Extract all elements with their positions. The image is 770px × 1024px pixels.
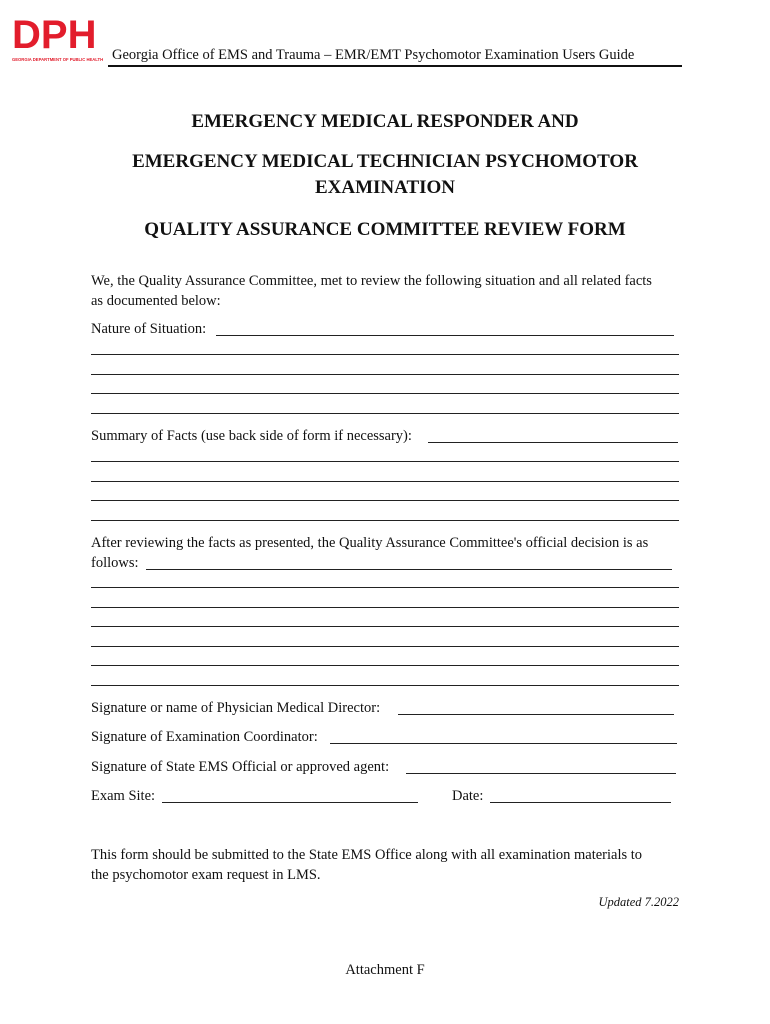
nature-line-2[interactable] xyxy=(91,354,679,355)
decision-line-1: After reviewing the facts as presented, the Quality Assurance Committee's official decision is as xyxy=(91,535,649,551)
decision-line-2[interactable] xyxy=(91,587,679,588)
title-line-3: EXAMINATION xyxy=(314,177,456,198)
nature-line-5[interactable] xyxy=(91,413,679,414)
physician-label: Signature or name of Physician Medical Director: xyxy=(91,700,381,716)
summary-label: Summary of Facts (use back side of form if necessary): xyxy=(91,428,412,444)
summary-line-4[interactable] xyxy=(91,500,679,501)
dph-logo xyxy=(12,13,108,66)
decision-line-5[interactable] xyxy=(91,646,679,647)
exam-site-label: Exam Site: xyxy=(91,788,156,804)
summary-line-2[interactable] xyxy=(91,461,679,462)
exam-site-line[interactable] xyxy=(162,802,418,803)
physician-signature-line[interactable] xyxy=(398,714,674,715)
summary-line-5[interactable] xyxy=(91,520,679,521)
intro-line-1: We, the Quality Assurance Committee, met to review the following situation and all related facts xyxy=(91,273,652,289)
state-official-signature-line[interactable] xyxy=(406,773,676,774)
decision-line-4[interactable] xyxy=(91,626,679,627)
coordinator-label: Signature of Examination Coordinator: xyxy=(91,729,318,745)
nature-line-4[interactable] xyxy=(91,393,679,394)
decision-field-line[interactable] xyxy=(146,569,672,570)
attachment-footer: Attachment F xyxy=(345,962,425,978)
decision-line-6[interactable] xyxy=(91,665,679,666)
summary-field-line[interactable] xyxy=(428,442,678,443)
nature-label: Nature of Situation: xyxy=(91,321,207,337)
title-line-1: EMERGENCY MEDICAL RESPONDER AND xyxy=(191,111,579,132)
closing-line-1: This form should be submitted to the State EMS Office along with all examination materials to xyxy=(91,847,643,863)
logo-subtext: GEORGIA DEPARTMENT OF PUBLIC HEALTH xyxy=(12,57,104,62)
date-label: Date: xyxy=(452,788,484,804)
form-title: QUALITY ASSURANCE COMMITTEE REVIEW FORM xyxy=(144,219,626,240)
closing-line-2: the psychomotor exam request in LMS. xyxy=(91,867,321,883)
decision-line-7[interactable] xyxy=(91,685,679,686)
date-line[interactable] xyxy=(490,802,671,803)
decision-line-3[interactable] xyxy=(91,607,679,608)
summary-line-3[interactable] xyxy=(91,481,679,482)
title-line-2: EMERGENCY MEDICAL TECHNICIAN PSYCHOMOTOR xyxy=(132,151,638,172)
nature-line-3[interactable] xyxy=(91,374,679,375)
coordinator-signature-line[interactable] xyxy=(330,743,677,744)
updated-date: Updated 7.2022 xyxy=(598,895,679,909)
nature-field-line[interactable] xyxy=(216,335,674,336)
decision-label: follows: xyxy=(91,555,139,571)
logo-letters: DPH xyxy=(12,13,97,57)
header-rule xyxy=(108,65,682,67)
state-official-label: Signature of State EMS Official or approved agent: xyxy=(91,759,390,775)
intro-line-2: as documented below: xyxy=(91,293,221,309)
header-title: Georgia Office of EMS and Trauma – EMR/EMT Psychomotor Examination Users Guide xyxy=(112,47,635,63)
